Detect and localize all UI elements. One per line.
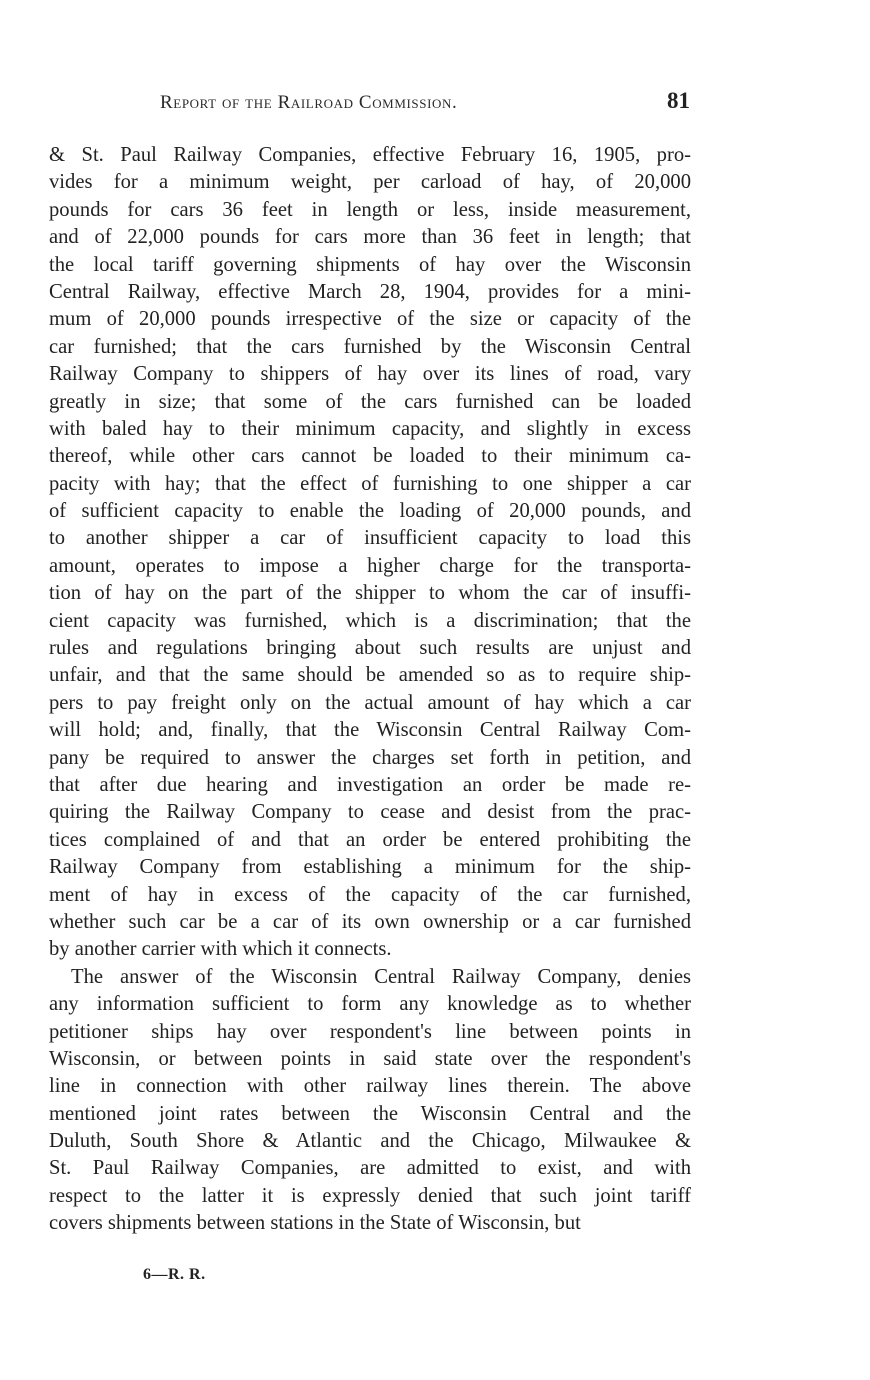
text-line: covers shipments between stations in the State of Wisconsin, but <box>49 1212 581 1235</box>
text-line: cient capacity was furnished, which is a discrimination; that the <box>49 609 691 632</box>
text-line: of sufficient capacity to enable the loading of 20,000 pounds, and <box>49 500 691 523</box>
text-line: quiring the Railway Company to cease and desist from the prac- <box>49 801 691 824</box>
text-line: and of 22,000 pounds for cars more than 36 feet in length; that <box>49 226 691 249</box>
text-line: Railway Company to shippers of hay over its lines of road, vary <box>49 363 691 386</box>
text-line: greatly in size; that some of the cars furnished can be loaded <box>49 390 691 413</box>
text-line: line in connection with other railway lines therein. The above <box>49 1075 691 1098</box>
text-line: by another carrier with which it connects. <box>49 938 392 961</box>
text-line: car furnished; that the cars furnished by the Wisconsin Central <box>49 335 691 358</box>
text-line: amount, operates to impose a higher charge for the transporta- <box>49 554 691 577</box>
text-line: pacity with hay; that the effect of furnishing to one shipper a car <box>49 472 691 495</box>
running-header <box>160 88 690 120</box>
paragraph-1 <box>49 142 691 964</box>
text-line: unfair, and that the same should be amended so as to require ship- <box>49 664 691 687</box>
text-line: mum of 20,000 pounds irrespective of the size or capacity of the <box>49 308 691 331</box>
text-line: & St. Paul Railway Companies, effective February 16, 1905, pro- <box>49 144 691 166</box>
text-line: pany be required to answer the charges set forth in petition, and <box>49 746 691 769</box>
text-line: mentioned joint rates between the Wisconsin Central and the <box>49 1102 691 1125</box>
text-line: whether such car be a car of its own ownership or a car furnished <box>49 910 691 933</box>
text-line: to another shipper a car of insufficient capacity to load this <box>49 527 691 550</box>
text-line: that after due hearing and investigation an order be made re- <box>49 773 691 796</box>
text-line: respect to the latter it is expressly denied that such joint tariff <box>49 1184 691 1207</box>
text-line: The answer of the Wisconsin Central Railway Company, denies <box>71 965 691 988</box>
text-line: Duluth, South Shore & Atlantic and the Chicago, Milwaukee & <box>49 1130 691 1153</box>
paragraph-2 <box>49 964 691 1238</box>
text-line: rules and regulations bringing about such results are unjust and <box>49 637 691 660</box>
text-line: Railway Company from establishing a minimum for the ship- <box>49 856 691 879</box>
text-line: the local tariff governing shipments of hay over the Wisconsin <box>49 253 691 276</box>
text-line: pers to pay freight only on the actual amount of hay which a car <box>49 691 691 714</box>
text-line: Central Railway, effective March 28, 1904, provides for a mini- <box>49 280 691 303</box>
header-title: Report of the Railroad Commission. <box>160 92 458 113</box>
text-line: St. Paul Railway Companies, are admitted to exist, and with <box>49 1157 691 1180</box>
text-line: thereof, while other cars cannot be loaded to their minimum ca- <box>49 445 691 468</box>
text-line: with baled hay to their minimum capacity, and slightly in excess <box>49 417 691 440</box>
text-line: pounds for cars 36 feet in length or less, inside measurement, <box>49 198 691 221</box>
text-line: Wisconsin, or between points in said state over the respondent's <box>49 1047 691 1070</box>
text-line: tices complained of and that an order be entered prohibiting the <box>49 828 691 851</box>
signature-mark: 6—R. R. <box>143 1266 206 1283</box>
text-line: petitioner ships hay over respondent's line between points in <box>49 1020 691 1043</box>
text-line: tion of hay on the part of the shipper to whom the car of insuffi- <box>49 582 691 605</box>
text-line: any information sufficient to form any knowledge as to whether <box>49 993 691 1016</box>
text-line: will hold; and, finally, that the Wisconsin Central Railway Com- <box>49 719 691 742</box>
text-line: ment of hay in excess of the capacity of the car furnished, <box>49 883 691 906</box>
text-line: vides for a minimum weight, per carload of hay, of 20,000 <box>49 171 691 194</box>
page-number: 81 <box>667 88 690 113</box>
body-text <box>49 142 691 1238</box>
